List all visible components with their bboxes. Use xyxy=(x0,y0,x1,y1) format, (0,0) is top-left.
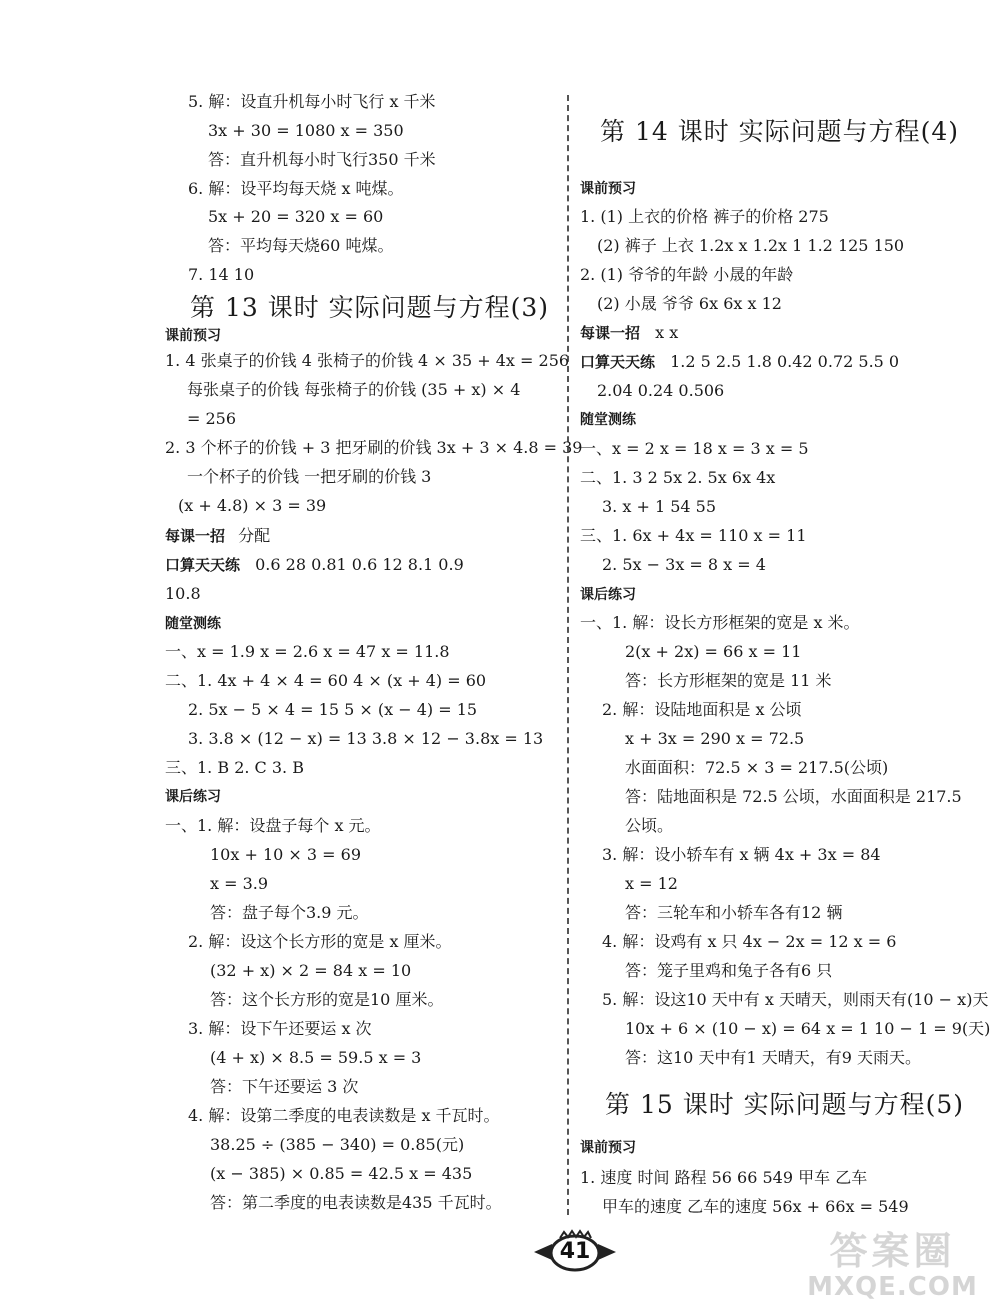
answer-line: 一、1. 解：设盘子每个 x 元。 xyxy=(165,816,381,835)
answer-line: 一、1. 解：设长方形框架的宽是 x 米。 xyxy=(580,613,860,632)
section-label-preview: 课前预习 xyxy=(580,1140,636,1156)
answer-line xyxy=(165,555,464,575)
answer-line: 一、x = 1.9 x = 2.6 x = 47 x = 11.8 xyxy=(165,642,450,661)
answer-line: x = 3.9 xyxy=(210,874,269,893)
answer-line: 10x + 10 × 3 = 69 xyxy=(210,845,362,864)
answer-line: = 256 xyxy=(187,409,237,428)
answer-line: 二、1. 4x + 4 × 4 = 60 4 × (x + 4) = 60 xyxy=(165,671,487,690)
inline-label: 每课一招 xyxy=(165,527,226,545)
page-number-badge xyxy=(530,1228,620,1276)
answer-line: 答：下午还要运 3 次 xyxy=(210,1077,359,1096)
answer-line: 6. 解：设平均每天烧 x 吨煤。 xyxy=(188,179,404,198)
inline-label: 口算天天练 xyxy=(165,556,241,574)
section-label-preview: 课前预习 xyxy=(165,328,221,344)
answer-line: 公顷。 xyxy=(625,816,674,835)
inline-value: 1.2 5 2.5 1.8 0.42 0.72 5.5 0 xyxy=(670,352,900,371)
answer-line: (32 + x) × 2 = 84 x = 10 xyxy=(210,961,412,980)
answer-line xyxy=(580,323,678,343)
answer-line: 答：直升机每小时飞行350 千米 xyxy=(208,150,436,169)
answer-line: 答：长方形框架的宽是 11 米 xyxy=(625,671,832,690)
answer-line: x = 12 xyxy=(625,874,678,893)
section-label-test: 随堂测练 xyxy=(580,412,636,428)
answer-line: 10x + 6 × (10 − x) = 64 x = 1 10 − 1 = 9(天) xyxy=(625,1019,991,1038)
section-label-after: 课后练习 xyxy=(165,789,221,805)
answer-line: 7. 14 10 xyxy=(188,265,255,284)
answer-line: 3. 解：设下午还要运 x 次 xyxy=(188,1019,372,1038)
section-label-after: 课后练习 xyxy=(580,587,636,603)
answer-line: 答：这个长方形的宽是10 厘米。 xyxy=(210,990,444,1009)
answer-line: 答：平均每天烧60 吨煤。 xyxy=(208,236,394,255)
lesson-heading-13: 第 13 课时 实际问题与方程(3) xyxy=(190,293,550,322)
answer-line: 2. 5x − 5 × 4 = 15 5 × (x − 4) = 15 xyxy=(188,700,478,719)
answer-line: 答：陆地面积是 72.5 公顷，水面面积是 217.5 xyxy=(625,787,962,806)
watermark-text: 答案圈 xyxy=(829,1229,956,1273)
answer-line: 三、1. B 2. C 3. B xyxy=(165,758,304,777)
answer-line: 一、x = 2 x = 18 x = 3 x = 5 xyxy=(580,439,809,458)
answer-line: 4. 解：设鸡有 x 只 4x − 2x = 12 x = 6 xyxy=(602,932,897,951)
inline-label: 每课一招 xyxy=(580,324,641,342)
answer-line: 二、1. 3 2 5x 2. 5x 6x 4x xyxy=(580,468,776,487)
answer-line: 5. 解：设直升机每小时飞行 x 千米 xyxy=(188,92,436,111)
answer-line: 2. 解：设这个长方形的宽是 x 厘米。 xyxy=(188,932,452,951)
answer-line: 4. 解：设第二季度的电表读数是 x 千瓦时。 xyxy=(188,1106,500,1125)
section-label-preview: 课前预习 xyxy=(580,181,636,197)
inline-value: x x xyxy=(655,323,679,342)
answer-line: 5. 解：设这10 天中有 x 天晴天，则雨天有(10 − x)天 xyxy=(602,990,989,1009)
inline-value: 分配 xyxy=(238,526,271,545)
answer-line: x + 3x = 290 x = 72.5 xyxy=(625,729,805,748)
answer-line: 答：笼子里鸡和兔子各有6 只 xyxy=(625,961,833,980)
answer-line: 一个杯子的价钱 一把牙刷的价钱 3 xyxy=(187,467,432,486)
answer-line: 1. 4 张桌子的价钱 4 张椅子的价钱 4 × 35 + 4x = 256 xyxy=(165,351,570,370)
inline-label: 口算天天练 xyxy=(580,353,656,371)
answer-line: 3. 解：设小轿车有 x 辆 4x + 3x = 84 xyxy=(602,845,881,864)
answer-line: (x + 4.8) × 3 = 39 xyxy=(178,496,327,515)
answer-line: 10.8 xyxy=(165,584,201,603)
answer-line: (4 + x) × 8.5 = 59.5 x = 3 xyxy=(210,1048,422,1067)
answer-line: 答：三轮车和小轿车各有12 辆 xyxy=(625,903,843,922)
answer-line: 3x + 30 = 1080 x = 350 xyxy=(208,121,404,140)
inline-value: 0.6 28 0.81 0.6 12 8.1 0.9 xyxy=(255,555,464,574)
answer-line: 水面面积：72.5 × 3 = 217.5(公顷) xyxy=(625,758,889,777)
answer-line: 答：盘子每个3.9 元。 xyxy=(210,903,369,922)
answer-line: 2. 解：设陆地面积是 x 公顷 xyxy=(602,700,802,719)
answer-line: 2. 5x − 3x = 8 x = 4 xyxy=(602,555,766,574)
answer-line: (x − 385) × 0.85 = 42.5 x = 435 xyxy=(210,1164,473,1183)
answer-line: 每张桌子的价钱 每张椅子的价钱 (35 + x) × 4 xyxy=(187,380,521,399)
answer-line: 答：这10 天中有1 天晴天，有9 天雨天。 xyxy=(625,1048,921,1067)
answer-line xyxy=(165,526,270,546)
answer-line: 5x + 20 = 320 x = 60 xyxy=(208,207,384,226)
answer-line: 2. 3 个杯子的价钱 + 3 把牙刷的价钱 3x + 3 × 4.8 = 39 xyxy=(165,438,583,457)
answer-line: 三、1. 6x + 4x = 110 x = 11 xyxy=(580,526,807,545)
answer-line: 甲车的速度 乙车的速度 56x + 66x = 549 xyxy=(602,1197,909,1216)
answer-line: 38.25 ÷ (385 − 340) = 0.85(元) xyxy=(210,1135,465,1154)
section-label-test: 随堂测练 xyxy=(165,616,221,632)
watermark-url: MXQE.COM xyxy=(807,1272,978,1302)
column-divider xyxy=(567,95,569,1215)
answer-line: (2) 小晟 爷爷 6x 6x x 12 xyxy=(597,294,782,313)
answer-line: 2.04 0.24 0.506 xyxy=(597,381,725,400)
answer-line: 答：第二季度的电表读数是435 千瓦时。 xyxy=(210,1193,502,1212)
answer-line: 3. 3.8 × (12 − x) = 13 3.8 × 12 − 3.8x = 13 xyxy=(188,729,544,748)
answer-line xyxy=(580,352,899,372)
answer-line: 1. 速度 时间 路程 56 66 549 甲车 乙车 xyxy=(580,1168,868,1187)
answer-line: 3. x + 1 54 55 xyxy=(602,497,717,516)
page-number: 41 xyxy=(559,1239,591,1264)
lesson-heading-14: 第 14 课时 实际问题与方程(4) xyxy=(600,117,960,146)
answer-line: (2) 裤子 上衣 1.2x x 1.2x 1 1.2 125 150 xyxy=(597,236,905,255)
answer-line: 1. (1) 上衣的价格 裤子的价格 275 xyxy=(580,207,829,226)
watermark-logo xyxy=(790,1220,995,1310)
lesson-heading-15: 第 15 课时 实际问题与方程(5) xyxy=(605,1090,965,1119)
answer-line: 2. (1) 爷爷的年龄 小晟的年龄 xyxy=(580,265,794,284)
answer-line: 2(x + 2x) = 66 x = 11 xyxy=(625,642,802,661)
